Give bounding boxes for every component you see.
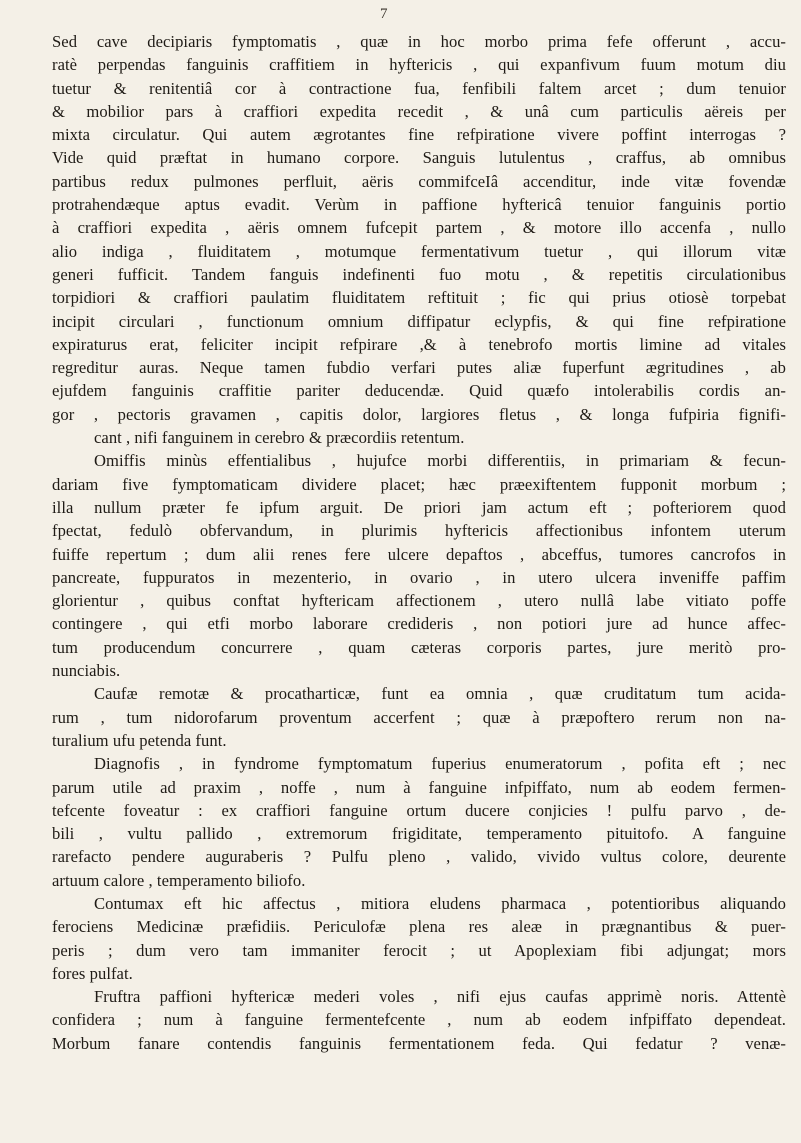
text-line: Diagnofis , in fyndrome fymptomatum fuperius enumeratorum , pofita eft ; nec [94,754,786,774]
text-line: ejufdem fanguinis craffitie pariter deducendæ. Quid quæfo intolerabilis cordis an- [52,381,786,401]
text-line: ferociens Medicinæ præfidiis. Periculofæ plena res aleæ in prægnantibus & puer- [52,917,786,937]
text-line: turalium ufu petenda funt. [52,730,227,750]
text-line: fores pulfat. [52,963,133,983]
text-line: mixta circulatur. Qui autem ægrotantes fine refpiratione vivere poffint interrogas ? [52,125,786,145]
text-line: confidera ; num à fanguine fermentefcente , num ab eodem infpiffato dependeat. [52,1010,786,1030]
page-number: 7 [380,6,388,22]
text-line: gor , pectoris gravamen , capitis dolor, largiores fletus , & longa fufpiria fignifi- [52,404,786,424]
text-line: ratè perpendas fanguinis craffitiem in hyftericis , qui expanfivum fuum motum diu [52,55,786,75]
text-line: rarefacto pendere auguraberis ? Pulfu pleno , valido, vivido vultus colore, deurente [52,847,786,867]
text-line: Sed cave decipiaris fymptomatis , quæ in hoc morbo prima fefe offerunt , accu- [52,32,786,51]
text-line: pancreate, fuppuratos in mezenterio, in ovario , in utero ulcera inveniffe paffim [52,567,786,587]
text-line: tefcente foveatur : ex craffiori fanguine ortum ducere conjicies ! pulfu parvo , de- [52,800,786,820]
text-line: à craffiori expedita , aëris omnem fufcepit partem , & motore illo accenfa , nullo [52,218,786,238]
text-line: expiraturus erat, feliciter incipit refpirare ,& à tenebrofo mortis limine ad vitales [52,334,786,354]
text-line: contingere , qui etfi morbo laborare credideris , non potiori jure ad hunce affec- [52,614,786,634]
text-line: fpectat, fedulò obfervandum, in plurimis hyftericis affectionibus infontem uterum [52,521,786,541]
text-line: Fruftra paffioni hyftericæ mederi voles , nifi ejus caufas apprimè noris. Attentè [94,987,786,1007]
text-line: illa nullum præter fe ipfum arguit. De priori jam actum eft ; pofteriorem quod [52,497,786,517]
text-line: alio indiga , fluiditatem , motumque fermentativum tuetur , qui illorum vitæ [52,241,786,261]
text-line: incipit circulari , functionum omnium diffipatur eclypfis, & qui fine refpiratione [52,311,786,331]
text-line: cant , nifi fanguinem in cerebro & præcordiis retentum. [94,428,465,448]
text-line: glorientur , quibus conftat hyftericam affectionem , utero nullâ labe vitiato poffe [52,591,786,611]
text-line: partibus redux pulmones perfluit, aëris commifceIâ accenditur, inde vitæ fovendæ [52,171,786,191]
text-line: Caufæ remotæ & procatharticæ, funt ea omnia , quæ cruditatum tum acida- [94,684,786,704]
text-line: parum utile ad praxim , noffe , num à fanguine infpiffato, num ab eodem fermen- [52,777,786,797]
text-line: regreditur auras. Neque tamen fubdio verfari putes aliæ fuperfunt ægritudines , ab [52,358,786,378]
text-line: protrahendæque aptus evadit. Verùm in paffione hyftericâ tenuior fanguinis portio [52,195,786,215]
text-line: peris ; dum vero tam immaniter ferocit ; ut Apoplexiam fibi adjungat; mors [52,940,786,960]
text-line: fuiffe repertum ; dum alii renes fere ulcere depaftos , abceffus, tumores cancrofos in [52,544,786,564]
text-line: Omiffis minùs effentialibus , hujufce morbi differentiis, in primariam & fecun- [94,451,786,471]
text-line: generi fufficit. Tandem fanguis indefinenti fuo motu , & repetitis circulationibus [52,264,786,284]
text-line: nunciabis. [52,661,121,681]
text-line: Vide quid præftat in humano corpore. Sanguis lutulentus , craffus, ab omnibus [52,148,786,168]
text-line: bili , vultu pallido , extremorum frigiditate, temperamento pituitofo. A fanguine [52,824,786,844]
text-line: rum , tum nidorofarum proventum accerfent ; quæ à præpoftero rerum non na- [52,707,786,727]
text-line: artuum calore , temperamento biliofo. [52,870,306,890]
text-line: Contumax eft hic affectus , mitiora eludens pharmaca , potentioribus aliquando [94,893,786,913]
text-line: torpidiori & craffiori paulatim fluiditatem reftituit ; fic qui prius otiosè torpebat [52,288,786,308]
text-line: Morbum fanare contendis fanguinis fermentationem feda. Qui fedatur ? venæ- [52,1033,786,1053]
text-line: tum producendum concurrere , quam cæteras corporis partes, jure meritò pro- [52,637,786,657]
text-line: tuetur & renitentiâ cor à contractione fua, fenfibili faltem arcet ; dum tenuior [52,78,786,98]
body-text [52,30,786,1055]
text-line: & mobilior pars à craffiori expedita recedit , & unâ cum particulis aëreis per [52,101,786,121]
text-line: dariam five fymptomaticam dividere placet; hæc præexiftentem fupponit morbum ; [52,474,786,494]
